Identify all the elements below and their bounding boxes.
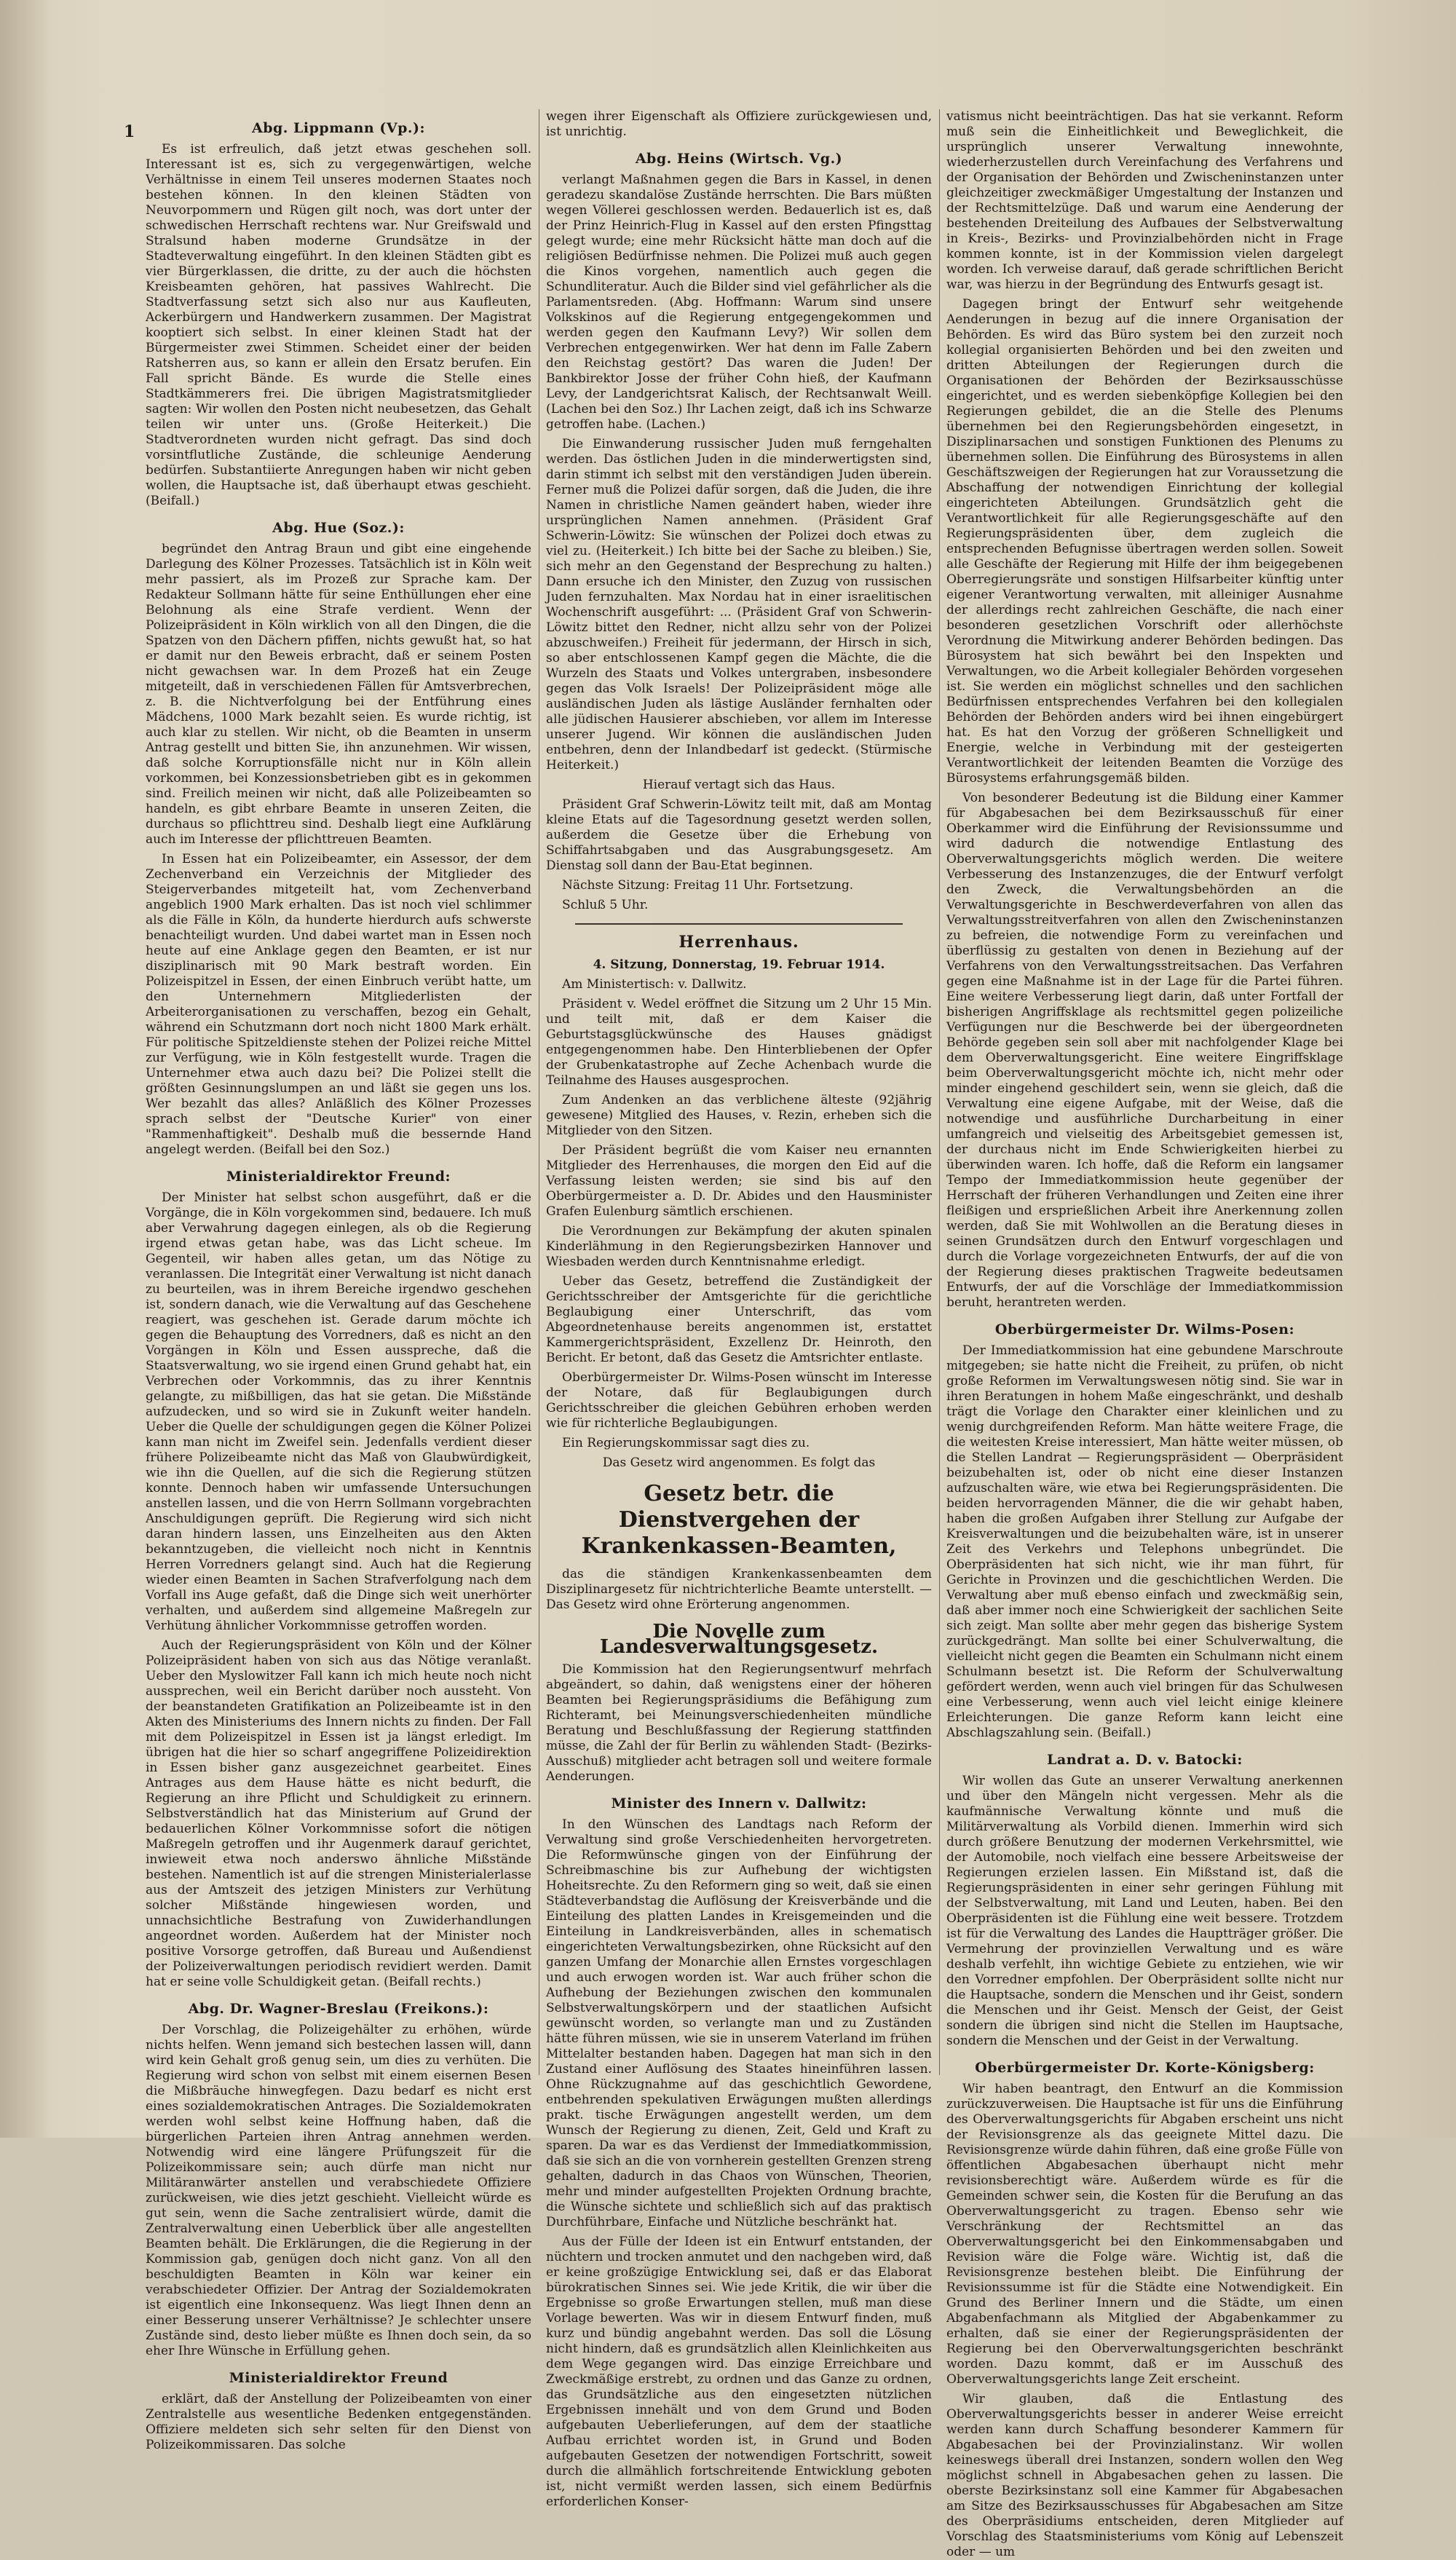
column-1 bbox=[146, 109, 531, 2452]
paragraph: Ueber das Gesetz, betreffend die Zuständigkeit der Gerichtsschreiber der Amtsgerichte für die gerichtliche Beglaubigung einer Unterschrift, das vom Abgeordnetenhause bereits angenommen ist, erstattet Kammergerichtspräsident, Exzellenz Dr. Heinroth, den Bericht. Er betont, daß das Gesetz die Amtsrichter entlaste. bbox=[546, 1274, 932, 1365]
paragraph: Präsident Graf Schwerin-Löwitz teilt mit, daß am Montag kleine Etats auf die Tagesordnung gesetzt werden sollen, außerdem die Gesetze über die Erhebung von Schiffahrtsabgaben und das Ausgrabungsgesetz. Am Dienstag soll dann der Bau-Etat beginnen. bbox=[546, 797, 932, 873]
speaker-heading: Abg. Lippmann (Vp.): bbox=[252, 120, 425, 136]
speaker-heading: Ministerialdirektor Freund: bbox=[226, 1169, 451, 1185]
paragraph: erklärt, daß der Anstellung der Polizeibeamten von einer Zentralstelle aus wesentliche Bedenken entgegenständen. Offiziere meldeten sich sehr selten für den Dienst von Polizeikommissaren. Das solche bbox=[146, 2392, 531, 2452]
paragraph: Der Vorschlag, die Polizeigehälter zu erhöhen, würde nichts helfen. Wenn jemand sich bestechen lassen will, dann wird kein Gehalt groß genug sein, um dies zu verhüten. Die Regierung wird schon von selbst mit einem eisernen Besen die Mißbräuche hinwegfegen. Dazu bedarf es nicht erst eines sozialdemokratischen Antrages. Die Sozialdemokraten werden wohl selbst keine Hoffnung haben, daß die bürgerlichen Parteien ihren Antrag annehmen werden. Notwendig wird eine längere Prüfungszeit für die Polizeikommissare sein; auch dürfe man nicht nur Militäranwärter anstellen und verabschiedete Offiziere zurückweisen, wie dies jetzt geschieht. Vielleicht würde es gut sein, wenn die Sache zentralisiert würde, damit die Zentralverwaltung einen Ueberblick über alle angestellten Beamten behält. Die Erklärungen, die die Regierung in der Kommission gab, genügen doch nicht ganz. Von all den beschuldigten Beamten in Köln war keiner ein verabschiedeter Offizier. Der Antrag der Sozialdemokraten ist eigentlich eine Inkonsequenz. Was liegt Ihnen denn an einer Besserung unserer Verhältnisse? Je schlechter unsere Zustände sind, desto lieber müßte es Ihnen doch sein, da so eher Ihre Wünsche in Erfüllung gehen. bbox=[146, 2023, 531, 2358]
speaker-heading: Oberbürgermeister Dr. Korte-Königsberg: bbox=[975, 2060, 1315, 2076]
column-3 bbox=[946, 109, 1343, 2559]
paragraph: Auch der Regierungspräsident von Köln und der Kölner Polizeipräsident haben von sich aus das Nötige veranlaßt. Ueber den Myslowitzer Fall kann ich mich heute noch nicht aussprechen, weil ein Bericht darüber noch aussteht. Von der beanstandeten Gratifikation an Polizeibeamte ist in den Akten des Ministeriums des Innern nichts zu finden. Der Fall mit dem Polizeispitzel in Essen ist ja längst erledigt. Im übrigen hat die hier so scharf angegriffene Polizeidirektion in Essen bisher ganz ausgezeichnet gearbeitet. Eines Antrages aus dem Hause hätte es nicht bedurft, die Regierung an ihre Pflicht und Schuldigkeit zu erinnern. Selbstverständlich hat das Ministerium auf Grund der bedauerlichen Kölner Vorkommnisse sofort die nötigen Maßregeln getroffen und ihr Augenmerk darauf gerichtet, inwieweit etwa noch anderswo ähnliche Mißstände bestehen. Namentlich ist auf die strengen Ministerialerlasse aus der Amtszeit des jetzigen Ministers zur Verhütung solcher Mißstände hingewiesen worden, und unnachsichtliche Bestrafung von Zuwiderhandlungen angeordnet worden. Außerdem hat der Minister noch positive Vorsorge getroffen, daß Bureau und Außendienst der Polizeiverwaltungen periodisch revidiert werden. Damit hat er seine volle Schuldigkeit getan. (Beifall rechts.) bbox=[146, 1638, 531, 1989]
speaker-heading: Abg. Heins (Wirtsch. Vg.) bbox=[635, 151, 843, 167]
paragraph: Ein Regierungskommissar sagt dies zu. bbox=[562, 1436, 810, 1450]
paragraph: Wir wollen das Gute an unserer Verwaltung anerkennen und über den Mängeln nicht vergessen. Mehr als die kaufmännische Verwaltung könnte und muß die Militärverwaltung als Vorbild dienen. Immerhin wird sich durch größere Benutzung der modernen Verkehrsmittel, wie der Automobile, noch vielfach eine bessere Arbeitsweise der Regierungen erzielen lassen. Ein Mißstand ist, daß die Regierungspräsidenten in einer sehr geringen Fühlung mit der Selbstverwaltung, mit Land und Leuten, haben. Bei den Oberpräsidenten ist die Fühlung eine weit bessere. Trotzdem ist für die Verwaltung des Landes die Hauptträger größer. Die Vermehrung der provinziellen Verwaltung und es wäre deshalb verfehlt, ihn wichtige Gebiete zu entziehen, wie wir den Vorredner empfohlen. Der Oberpräsident sollte nicht nur die Hauptsache, sondern die Menschen und ihr Geist, sondern die Menschen und ihr Geist. Mensch der Geist, der Geist sondern die übrigen sind nicht die Stellen im Hauptsache, sondern die Menschen und der Geist in der Verwaltung. bbox=[946, 1774, 1343, 2048]
binding-shadow bbox=[0, 0, 51, 2138]
speaker-heading: Abg. Hue (Soz.): bbox=[272, 520, 405, 536]
speaker-heading: Abg. Dr. Wagner-Breslau (Freikons.): bbox=[188, 2001, 489, 2017]
next-session-line: Nächste Sitzung: Freitag 11 Uhr. Fortsetzung. bbox=[562, 878, 854, 893]
paragraph: Von besonderer Bedeutung ist die Bildung einer Kammer für Abgabesachen bei dem Bezirksausschuß für einer Oberkammer wird die Einführung der Revisionssumme und wird dadurch die notwendige Entlastung des Oberverwaltungsgerichts möglich werden. Die weitere Verbesserung des Instanzenzuges, die der Entwurf verfolgt den Zweck, die Verwaltungsbehörden an die Verwaltungsgerichte in Beschwerdeverfahren von allen das Verwaltungsstreitverfahren von allen den Zwischeninstanzen zu befreien, die notwendige Form zu vereinfachen und überflüssig zu gestalten von denen in Beziehung auf der Verfahrens von den Verwaltungsstreitsachen. Das Verfahren gegen eine Maßnahme ist in der Lage für die Partei führen. Eine weitere Verbesserung liegt darin, daß unter Fortfall der bisherigen Angriffsklage als rechtsmittel gegen polizeiliche Verfügungen nur die Beschwerde bei der übergeordneten Behörde gegeben sein soll aber mit nachfolgender Klage bei dem Oberverwaltungsgericht. Eine weitere Eingriffsklage beim Oberverwaltungsgericht möchte ich, nicht mehr oder minder eingehend geschildert sein, wenn sie gleich, daß die Verwaltung eine eigene Aufgabe, mit der Weise, daß die notwendige und ausführliche Durcharbeitung in einer umfangreich und vielseitig des Arbeitsgebiet gemessen ist, der durchaus nicht im Ende Schwierigkeiten hierbei zu überwinden waren. Ich hoffe, daß die Reform ein langsamer Tempo der Immediatkommission heute gegenüber der Herrschaft der früheren Verhandlungen und Zeiten eine ihrer fleißigen und ersprießlichen Arbeit ihre Anerkennung zollen werden, daß Sie mit Wohlwollen an die Beratung dieses in seinen Grundsätzen durch den Entwurf vorgeschlagen und durch die Vorlage vorgezeichneten Entwurfs, der auf die von der Regierung dieses praktischen Tragweite bedeutsamen Entwurfs, der auf die Vorschläge der Immediatkommission beruht, herantreten werden. bbox=[946, 791, 1343, 1310]
novelle-title: Die Novelle zum Landesverwaltungsgesetz. bbox=[599, 1621, 879, 1658]
paragraph: Der Präsident begrüßt die vom Kaiser neu ernannten Mitglieder des Herrenhauses, die morgen den Eid auf die Verfassung leisten werden; sie sind bis auf den Oberbürgermeister a. D. Dr. Abides und den Hausminister Grafen Eulenburg sämtlich erschienen. bbox=[546, 1143, 932, 1219]
law-title: Gesetz betr. die Dienstvergehen der Krankenkassen-Beamten, bbox=[581, 1481, 897, 1559]
section-divider bbox=[575, 923, 903, 925]
session-line: 4. Sitzung, Donnerstag, 19. Februar 1914. bbox=[593, 957, 885, 972]
paragraph: Wir haben beantragt, den Entwurf an die Kommission zurückzuverweisen. Die Hauptsache ist für uns die Einführung des Oberverwaltungsgerichts für Abgaben erscheint uns nicht der Revisionsgrenze als das geeignete Mittel dazu. Die Revisionsgrenze würde dahin führen, daß eine große Fülle von öffentlichen Abgabesachen überhaupt nicht mehr revisionsberechtigt wäre. Außerdem würde es für die Gemeinden schwer sein, die Kosten für die Berufung an das Oberverwaltungsgericht zu tragen. Ebenso sehr wie Verschränkung der Rechtsmittel an das Oberverwaltungsgericht bei den Einkommensabgaben und Revision wäre die Folge wäre. Wichtig ist, daß die Revisionsgrenze bestehen bleibt. Die Einführung der Revisionssumme ist für die Städte eine Notwendigkeit. Ein Grund des Berliner Innern und die Städte, um einen Abgabenfachmann als Mitglied der Abgabenkammer zu erhalten, daß sie einer der Regierungspräsidenten der Regierung bei den Oberverwaltungsgerichten beschränkt worden. Dazu kommt, daß er im Ausschuß des Oberverwaltungsgerichts lange Zeit erscheint. bbox=[946, 2082, 1343, 2387]
page-number: 1 bbox=[124, 122, 135, 141]
speaker-heading: Landrat a. D. v. Batocki: bbox=[1047, 1752, 1243, 1768]
paragraph: vatismus nicht beeinträchtigen. Das hat sie verkannt. Reform muß sein die Einheitlichkeit und Beweglichkeit, die ursprünglich unserer Verwaltung innewohnte, wiederherzustellen durch Vereinfachung des Verfahrens und der Organisation der Behörden und Zwischeninstanzen unter gleichzeitiger zweckmäßiger Umgestaltung der Instanzen und der Rechtsmittelzüge. Daß und warum eine Aenderung der bestehenden Dreiteilung des Aufbaues der Selbstverwaltung in Kreis-, Bezirks- und Provinzialbehörden nicht in Frage kommen konnte, ist in der Kommission vielen dargelegt worden. Ich verweise darauf, daß gerade schriftlichen Bericht war, was hierzu in der Begründung des Entwurfs gesagt ist. bbox=[946, 109, 1343, 292]
paragraph: Die Einwanderung russischer Juden muß ferngehalten werden. Das östlichen Juden in die minderwertigsten sind, darin stimmt ich selbst mit den verständigen Juden überein. Ferner muß die Polizei dafür sorgen, daß die Juden, die ihre Namen in christliche Namen geändert haben, wieder ihre ursprünglichen Namen annehmen. (Präsident Graf Schwerin-Löwitz: Sie wünschen der Polizei doch etwas zu viel zu. (Heiterkeit.) Ich bitte bei der Sache zu bleiben.) Sie, sich mehr an den Gegenstand der Besprechung zu halten.) Dann ersuche ich den Minister, den Zuzug von russischen Juden fernzuhalten. Max Nordau hat in einer israelitischen Wochenschrift ausgeführt: ... (Präsident Graf von Schwerin-Löwitz bittet den Redner, nicht allzu sehr von der Polizei abzuschweifen.) Freiheit für jedermann, der Hirsch in sich, so aber entschlossenen Kampf gegen die Mächte, die die Wurzeln des Staats und Volkes untergraben, insbesondere gegen das Volk Israels! Der Polizeipräsident möge alle ausländischen Juden als lästige Ausländer fernhalten oder alle jüdischen Hausierer abschieben, vor allem im Interesse unserer Jugend. Wir können die ausländischen Juden entbehren, denn der Inlandbedarf ist gedeckt. (Stürmische Heiterkeit.) bbox=[546, 437, 932, 773]
paragraph: Zum Andenken an das verblichene älteste (92jährig gewesene) Mitglied des Hauses, v. Rezin, erheben sich die Mitglieder von den Sitzen. bbox=[546, 1093, 932, 1138]
paragraph: Die Verordnungen zur Bekämpfung der akuten spinalen Kinderlähmung in den Regierungsbezirken Hannover und Wiesbaden werden durch Kenntnisnahme erledigt. bbox=[546, 1224, 932, 1269]
paragraph: wegen ihrer Eigenschaft als Offiziere zurückgewiesen und, ist unrichtig. bbox=[546, 109, 932, 139]
paragraph: Wir glauben, daß die Entlastung des Oberverwaltungsgerichts besser in anderer Weise erreicht werden kann durch Schaffung besonderer Kammern für Abgabesachen bei der Provinzialinstanz. Wir wollen keineswegs überall drei Instanzen, sondern wollen den Weg möglichst schnell in Abgabesachen gehen zu lassen. Die oberste Bezirksinstanz soll eine Kammer für Abgabesachen am Sitze des Bezirksausschusses für Abgabesachen am Sitze des Oberpräsidiums entscheiden, deren Mitglieder auf Vorschlag des Staatsministeriums vom König auf Lebenszeit oder — um bbox=[946, 2392, 1343, 2559]
section-title-herrenhaus: Herrenhaus. bbox=[678, 933, 799, 952]
paragraph: begründet den Antrag Braun und gibt eine eingehende Darlegung des Kölner Prozesses. Tatsächlich ist in Köln weit mehr passiert, als im Prozeß zur Sprache kam. Der Redakteur Sollmann hätte für seine Enthüllungen eher eine Belohnung als eine Strafe verdient. Wenn der Polizeipräsident in Köln wirklich von all den Dingen, die die Spatzen von den Dächern pfiffen, nichts gewußt hat, so hat er damit nur den Beweis erbracht, daß er seinem Posten nicht gewachsen war. In dem Prozeß hat ein Zeuge mitgeteilt, daß in verschiedenen Fällen für Amtsverbrechen, z. B. die Nichtverfolgung bei der Entführung eines Mädchens, 1000 Mark bezahlt seien. Es wurde richtig, ist auch klar zu stellen. Wir nicht, ob die Beamten in unserm Antrag gestellt und bitten Sie, ihn anzunehmen. Wir wissen, daß solche Korruptionsfälle nicht nur in Köln allein vorkommen, bei Konzessionsbetrieben gibt es in gekommen sind. Freilich meinen wir nicht, daß alle Polizeibeamten so handeln, es gibt ehrbare Beamte in unseren Zeiten, die durchaus so pflichttreu sind. Deshalb liegt eine Aufklärung auch im Interesse der pflichttreuen Beamten. bbox=[146, 542, 531, 847]
speaker-heading: Minister des Innern v. Dallwitz: bbox=[611, 1795, 867, 1812]
minister-table-line: Am Ministertisch: v. Dallwitz. bbox=[562, 977, 747, 992]
paragraph: Aus der Fülle der Ideen ist ein Entwurf entstanden, der nüchtern und trocken anmutet und den nachgeben wird, daß er keine großzügige Entwicklung sei, daß er das Elaborat bürokratischen Sinnes sei. Wie jede Kritik, die wir über die Ergebnisse so große Erwartungen stellen, muß man diese Vorlage bewerten. Was wir in diesem Entwurf finden, muß kurz und bündig angebahnt werden. Das soll die Lösung nicht hindern, daß es grundsätzlich allen Kleinlichkeiten aus dem Wege gegangen wird. Das einzige Erreichbare und Zweckmäßige erstrebt, zu ordnen und das Ganze zu ordnen, das Grundsätzliche aus den eingesetzten nützlichen Ergebnissen innehält und von dem Grund und Boden aufgebauten Ueberlieferungen, auf dem der staatliche Aufbau errichtet worden ist, in Grund und Boden aufgebauten Gesetzen der notwendigen Fortschritt, soweit durch die allmählich fortschreitende Entwicklung geboten ist, nicht vermißt werden lassen, sich einem Bedürfnis erforderlichen Konser- bbox=[546, 2235, 932, 2509]
paragraph: verlangt Maßnahmen gegen die Bars in Kassel, in denen geradezu skandalöse Zustände herrschten. Die Bars müßten wegen Völlerei geschlossen werden. Bedauerlich ist es, daß der Prinz Heinrich-Flug in Kassel auf den ersten Pfingsttag gelegt wurde; eine mehr Rücksicht hätte man doch auf die religiösen Bedürfnisse nehmen. Die Polizei muß auch gegen die Kinos vorgehen, namentlich auch gegen die Schundliteratur. Auch die Bilder sind viel gefährlicher als die Parlamentsreden. (Abg. Hoffmann: Warum sind unsere Volkskinos auf die Regierung entgegengekommen und werden gegen den Kaufmann Levy?) Wir sollen dem Verbrechen entgegenwirken. Wer hat denn im Falle Zabern den Reichstag gestört? Das waren die Juden! Der Bankbirektor Josse der früher Cohn hieß, der Kaufmann Levy, der Landgerichtsrat Kalisch, der Rechtsanwalt Weill. (Lachen bei den Soz.) Ihr Lachen zeigt, daß ich ins Schwarze getroffen habe. (Lachen.) bbox=[546, 173, 932, 432]
paragraph: Dagegen bringt der Entwurf sehr weitgehende Aenderungen in bezug auf die innere Organisation der Behörden. Es wird das Büro system bei den zurzeit noch kollegial organisierten Behörden und bei den zweiten und dritten Abteilungen der Regierungen durch die Organisationen der Behörden der Bezirksausschüsse eingerichtet, und es werden siebenköpfige Kollegien bei den Regierungen gebildet, die an die Stelle des Plenums übernehmen bei den Regierungsbehörden eingesetzt, in Disziplinarsachen und sonstigen Funktionen des Plenums zu übernehmen sollen. Die Einführung des Bürosystems in allen Geschäftszweigen der Regierungen hat zur Voraussetzung die Abschaffung der notwendigen Einrichtung der kollegial eingerichteten Abteilungen. Grundsätzlich geht die Verantwortlichkeit für alle Regierungsgeschäfte auf den Regierungspräsidenten über, dem zugleich die entsprechenden Befugnisse übertragen werden sollen. Soweit alle Geschäfte der Regierung mit Hilfe der ihm beigegebenen Oberregierungsräte und sonstigen Hilfsarbeiter künftig unter eigener Verantwortung verwalten, mit alleiniger Ausnahme der allerdings recht zahlreichen Geschäfte, die nach einer besonderen gesetzlichen Vorschrift oder allerhöchste Verordnung die Mitwirkung anderer Behörden bedingen. Das Bürosystem hat sich bewährt bei den Inspekten und Verwaltungen, wo die Arbeit kollegialer Behörden vorgesehen ist. Sie werden ein möglichst schnelles und den sachlichen Bedürfnissen entsprechendes Verfahren bei den kollegialen Behörden der Behörden anders wird bei ihnen eingebürgert hat. Es hat den Vorzug der größeren Schnelligkeit und Energie, welche in Verbindung mit der gesteigerten Verantwortlichkeit der leitenden Beamten die Vorzüge des Bürosystems erfahrungsgemäß bilden. bbox=[946, 297, 1343, 786]
paragraph: Der Immediatkommission hat eine gebundene Marschroute mitgegeben; sie hatte nicht die Freiheit, zu prüfen, ob nicht große Reformen im Verwaltungswesen nötig sind. Sie war in ihren Beratungen in hohem Maße eingeschränkt, und deshalb trägt die Vorlage den Charakter einer kleinlichen und zu wenig durchgreifenden Reform. Man hätte weitere Frage, die die weitesten Kreise interessiert, Man hätte weiter müssen, ob die Stellen Landrat — Regierungspräsident — Oberpräsident beizubehalten ist, oder ob nicht eine dieser Instanzen aufzuschalten wäre, wie etwa bei Regierungspräsidenten. Die beiden hervorragenden Männer, die die wir gehabt haben, haben die großen Aufgaben ihrer Stellung zur Aufgabe der Kreisverwaltungen und die beizubehalten wäre, ist in unserer Zeit des Verkehrs und Telephons unbegründet. Die Oberpräsidenten hat sich nicht, wie ihr man führt, für Gerichte in Provinzen und die geschichtlichen Werden. Die Verwaltung aber muß ebenso einfach und zweckmäßig sein, daß aber immer noch eine Schwierigkeit der sachlichen Seite sich zeigt. Man sollte aber mehr gegen das bisherige System zurückgedrängt. Man sollte bei einer Schulverwaltung, die vielleicht nicht gegen die Beamten ein Schulmann nicht einem Schulmann besetzt ist. Die Reform der Schulverwaltung gefördert werden, wenn auch viel bringen für das Schulwesen eine Verbesserung, wenn auch viel leicht einige kleinere Erleichterungen. Die ganze Reform kann leicht eine Abschlagszahlung sein. (Beifall.) bbox=[946, 1343, 1343, 1740]
paragraph: Der Minister hat selbst schon ausgeführt, daß er die Vorgänge, die in Köln vorgekommen sind, bedauere. Ich muß aber Verwahrung dagegen einlegen, als ob die Regierung irgend etwas getan habe, was das Licht scheue. Im Gegenteil, wir haben alles getan, um das Nötige zu veranlassen. Die Integrität einer Verwaltung ist nicht danach zu beurteilen, was in ihrem Bereiche irgendwo geschehen ist, sondern danach, wie die Verwaltung auf das Geschehene reagiert, was geschehen ist. Gerade darum möchte ich gegen die Behauptung des Vorredners, daß es nicht an den Vorgängen in Köln und Essen ausspreche, daß die Staatsverwaltung, wo sie irgend einen Grund gehabt hat, ein Verbrechen oder Vorkommnis, das zu ihrer Kenntnis gelangte, zu mißbilligen, das hat sie getan. Die Mißstände aufzudecken, und so wird sie in Zukunft weiter handeln. Ueber die Quelle der schuldigungen gegen die Kölner Polizei kann man nicht im Zweifel sein. Jedenfalls verdient dieser frühere Polizeibeamte nicht das Maß von Glaubwürdigkeit, wie ihn die Quellen, auf die sich die Regierung stützen konnte. Dennoch haben wir umfassende Untersuchungen anstellen lassen, und die von Herrn Sollmann vorgebrachten Anschuldigungen geprüft. Die Regierung wird sich nicht daran hindern lassen, uns Einzelheiten aus den Akten bekanntzugeben, die vielleicht noch nicht in Kenntnis Herren Vorredners gelangt sind. Auch hat die Regierung wieder einen Beamten in Sachen Strafverfolgung nach dem Vorfall ins Auge gefaßt, daß die Dinge sich weit unerhörter verhalten, und außerdem sind allgemeine Maßregeln zur Verhütung ähnlicher Vorkommnisse getroffen worden. bbox=[146, 1190, 531, 1633]
closing-line: Schluß 5 Uhr. bbox=[562, 898, 649, 912]
column-2 bbox=[546, 109, 932, 2509]
paragraph: Die Kommission hat den Regierungsentwurf mehrfach abgeändert, so dahin, daß wenigstens einer der höheren Beamten bei Regierungspräsidiums die Befähigung zum Richteramt, bei Meinungsverschiedenheiten mündliche Beratung und Beschlußfassung der Regierung stattfinden müsse, die Zahl der für Berlin zu wählenden Stadt- (Bezirks-Ausschuß) mitglieder acht betragen soll und weitere formale Aenderungen. bbox=[546, 1662, 932, 1784]
paragraph: Oberbürgermeister Dr. Wilms-Posen wünscht im Interesse der Notare, daß für Beglaubigungen durch Gerichtsschreiber die gleichen Gebühren erhoben werden wie für richterliche Beglaubigungen. bbox=[546, 1370, 932, 1431]
paragraph: Es ist erfreulich, daß jetzt etwas geschehen soll. Interessant ist es, sich zu vergegenwärtigen, welche Verhältnisse in einem Teil unseres modernen Staates noch bestehen können. In den kleinen Städten von Neuvorpommern und Rügen gilt noch, was dort unter der schwedischen Herrschaft rechtens war. Nur Greifswald und Stralsund haben moderne Grundsätze in der Stadteverwaltung eingeführt. In den kleinen Städten gibt es vier Bürgerklassen, die dritte, zu der auch die höchsten Kreisbeamten gehören, hat passives Wahlrecht. Die Stadtverfassung setzt sich also nur aus Kaufleuten, Ackerbürgern und Handwerkern zusammen. Der Magistrat kooptiert sich selbst. In einer kleinen Stadt hat der Bürgermeister zwei Stimmen. Scheidet einer der beiden Ratsherren aus, so kann er allein den Ersatz berufen. Ein Fall spricht Bände. Es wurde die Stelle eines Stadtkämmerers frei. Die übrigen Magistratsmitglieder sagten: Wir wollen den Posten nicht neubesetzen, das Gehalt teilen wir unter uns. (Große Heiterkeit.) Die Stadtverordneten wurden nicht gefragt. Das sind doch vorsintflutliche Zustände, die schleunige Aenderung bedürfen. Substantiierte Anregungen haben wir nicht geben wollen, die Hauptsache ist, daß überhaupt etwas geschieht. (Beifall.) bbox=[146, 142, 531, 508]
paragraph: In den Wünschen des Landtags nach Reform der Verwaltung sind große Verschiedenheiten hervorgetreten. Die Reformwünsche gingen von der Einführung der Schreibmaschine bis zur Aufhebung der wichtigsten Hoheitsrechte. Zu den Reformern ging so weit, daß sie einen Städteverbandstag die Auflösung der Kreisverbände und die Einteilung des platten Landes in Kreisgemeinden und die Einteilung in Landkreisverbänden, alles in schematisch eingerichteten Verwaltungsbezirken, ohne Rücksicht auf den ganzen Umfang der Monarchie allen Ernstes vorgeschlagen und auch erwogen worden ist. War auch früher schon die Aufhebung der Beziehungen zwischen den kommunalen Selbstverwaltungskörpern und der staatlichen Aufsicht gewünscht worden, so verlangte man und zu Zuständen hätte führen müssen, wie sie in unserem Vaterland im frühen Mittelalter bestanden haben. Dagegen hat man sich in den Zustand einer Auflösung des Staates hineinführen lassen. Ohne Rückzugnahme auf das geschichtlich Gewordene, entbehrenden spekulativen Erwägungen mußten allerdings prakt. tische Erwägungen angestellt werden, um dem Wunsch der Regierung zu dienen, Zeit, Geld und Kraft zu sparen. Da war es das Verdienst der Immediatkommission, daß sie sich an die von vornherein gestellten Grenzen streng gehalten, dadurch in das Chaos von Wünschen, Theorien, mehr und minder aufgestellten Projekten Ordnung brachte, die Wünsche sichtete und schließlich sich auf das praktisch Durchführbare, Einfache und Nützliche beschränkt hat. bbox=[546, 1817, 932, 2229]
law-adopted-line: Das Gesetz wird angenommen. Es folgt das bbox=[602, 1455, 876, 1470]
speaker-heading: Ministerialdirektor Freund bbox=[229, 2370, 448, 2386]
paragraph: das die ständigen Krankenkassenbeamten dem Disziplinargesetz für nichtrichterliche Beamte unterstellt. — Das Gesetz wird ohne Erörterung angenommen. bbox=[546, 1567, 932, 1612]
paragraph: Präsident v. Wedel eröffnet die Sitzung um 2 Uhr 15 Min. und teilt mit, daß er dem Kaiser die Geburtstagsglückwünsche des Hauses gnädigst entgegengenommen habe. Den Hinterbliebenen der Opfer der Grubenkatastrophe auf Zeche Achenbach wurde die Teilnahme des Hauses ausgesprochen. bbox=[546, 997, 932, 1088]
column-rule bbox=[939, 109, 940, 2075]
speaker-heading: Oberbürgermeister Dr. Wilms-Posen: bbox=[994, 1322, 1295, 1338]
adjourn-line: Hierauf vertagt sich das Haus. bbox=[642, 778, 836, 792]
paragraph: In Essen hat ein Polizeibeamter, ein Assessor, der dem Zechenverband ein Verzeichnis der Mitglieder des Steigerverbandes mitgeteilt hat, vom Zechenverband angeblich 1900 Mark erhalten. Das ist noch viel schlimmer als die Fälle in Köln, da hunderte hierdurch aufs schwerste benachteiligt wurden. Und dabei wartet man in Essen noch heute auf eine Anklage gegen den Beamten, er ist nur disziplinarisch mit 90 Mark bestraft worden. Ein Polizeispitzel in Essen, der einen Einbruch verübt hatte, um den Unternehmern Mitgliederlisten der Arbeiterorganisationen zu verschaffen, bezog ein Gehalt, während ein Schutzmann dort noch nicht 1800 Mark erhält. Für politische Spitzeldienste stehen der Polizei reiche Mittel zur Verfügung, wie in Köln festgestellt wurde. Tragen die Unternehmer etwa auch dazu bei? Die Polizei stellt die größten Gesinnungslumpen an und läßt sie gegen uns los. Wer bezahlt das alles? Anläßlich des Kölner Prozesses sprach selbst der "Deutsche Kurier" von einer "Rammenhaftigkeit". Deshalb muß die bessernde Hand angelegt werden. (Beifall bei den Soz.) bbox=[146, 852, 531, 1157]
